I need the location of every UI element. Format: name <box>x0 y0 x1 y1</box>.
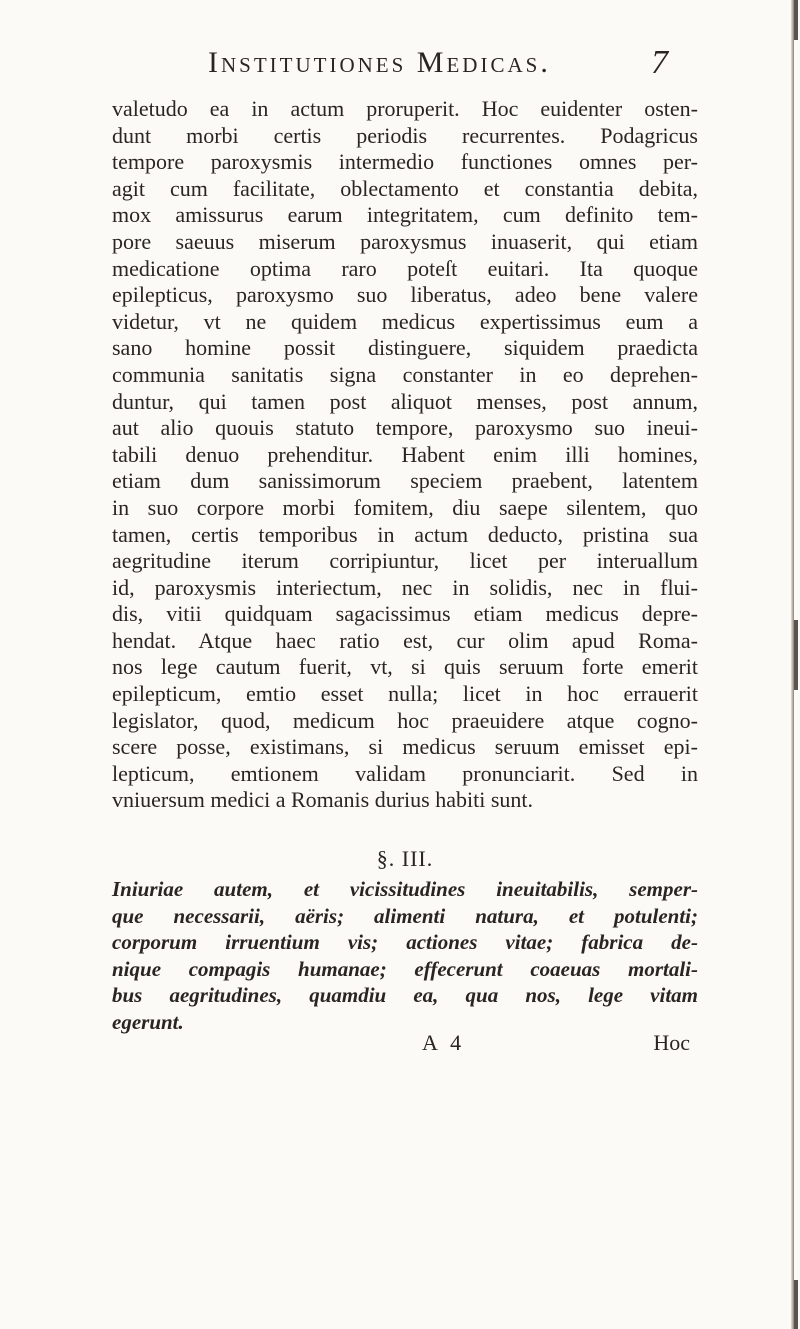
section-heading: §. III. <box>376 846 434 872</box>
running-head: Institutiones Medicas. <box>208 46 551 79</box>
text-line: dunt morbi certis periodis recurrentes. Podagricus <box>112 122 698 148</box>
text-line: tamen, certis temporibus in actum deducto, pristina sua <box>112 521 698 547</box>
summary-line: nique compagis humanae; effecerunt coaeuas mortali- <box>112 956 698 981</box>
text-line: sano homine possit distinguere, siquidem praedicta <box>112 335 698 361</box>
text-line: epilepticus, paroxysmo suo liberatus, adeo bene valere <box>112 282 698 308</box>
text-line: nos lege cautum fuerit, vt, si quis seruum forte emerit <box>112 654 698 680</box>
text-line: aegritudine iterum corripiuntur, licet per interuallum <box>112 548 698 574</box>
body-text <box>112 96 698 1036</box>
text-line: duntur, qui tamen post aliquot menses, post annum, <box>112 388 698 414</box>
text-line: agit cum facilitate, oblectamento et constantia debita, <box>112 175 698 201</box>
page-edge-mark <box>794 620 798 690</box>
page-edge-mark <box>794 0 798 40</box>
text-line: lepticum, emtionem validam pronunciarit. Sed in <box>112 760 698 786</box>
text-line: vniuersum medici a Romanis durius habiti sunt. <box>112 787 534 813</box>
text-line: aut alio quouis statuto tempore, paroxysmo suo ineui- <box>112 415 698 441</box>
text-line: dis, vitii quidquam sagacissimus etiam medicus depre- <box>112 601 698 627</box>
text-line: pore saeuus miserum paroxysmus inuaserit, qui etiam <box>112 228 698 254</box>
text-line: in suo corpore morbi fomitem, diu saepe silentem, quo <box>112 494 698 520</box>
page-header <box>208 44 668 84</box>
summary-line: Iniuriae autem, et vicissitudines ineuitabilis, semper- <box>112 877 698 902</box>
main-paragraph <box>112 96 698 814</box>
page-number: 7 <box>651 44 668 81</box>
page-edge-mark <box>794 1280 798 1329</box>
text-line: epilepticum, emtio esset nulla; licet in hoc errauerit <box>112 681 698 707</box>
catchword: Hoc <box>653 1030 690 1055</box>
text-line: id, paroxysmis interiectum, nec in solidis, nec in flui- <box>112 574 698 600</box>
text-line: videtur, vt ne quidem medicus expertissimus eum a <box>112 308 698 334</box>
summary-line: bus aegritudines, quamdiu ea, qua nos, lege vitam <box>112 983 698 1008</box>
text-line: etiam dum sanissimorum speciem praebent, latentem <box>112 468 698 494</box>
text-line: medicatione optima raro poteſt euitari. Ita quoque <box>112 255 698 281</box>
section-summary <box>112 876 698 1036</box>
text-line: legislator, quod, medicum hoc praeuidere atque cogno- <box>112 707 698 733</box>
summary-line: que necessarii, aëris; alimenti natura, et potulenti; <box>112 903 698 928</box>
text-line: hendat. Atque haec ratio est, cur olim apud Roma- <box>112 627 698 653</box>
text-line: tempore paroxysmis intermedio functiones omnes per- <box>112 149 698 175</box>
summary-line: corporum irruentium vis; actiones vitae; fabrica de- <box>112 930 698 955</box>
text-line: scere posse, existimans, si medicus seruum emisset epi- <box>112 734 698 760</box>
signature-mark: A 4 <box>422 1030 466 1055</box>
text-line: mox amissurus earum integritatem, cum definito tem- <box>112 202 698 228</box>
text-line: communia sanitatis signa constanter in eo deprehen- <box>112 361 698 387</box>
page-footer <box>112 1030 698 1060</box>
text-line: valetudo ea in actum proruperit. Hoc euidenter osten- <box>112 96 698 121</box>
text-line: tabili denuo prehenditur. Habent enim illi homines, <box>112 441 698 467</box>
summary-line: egerunt. <box>112 1010 184 1034</box>
